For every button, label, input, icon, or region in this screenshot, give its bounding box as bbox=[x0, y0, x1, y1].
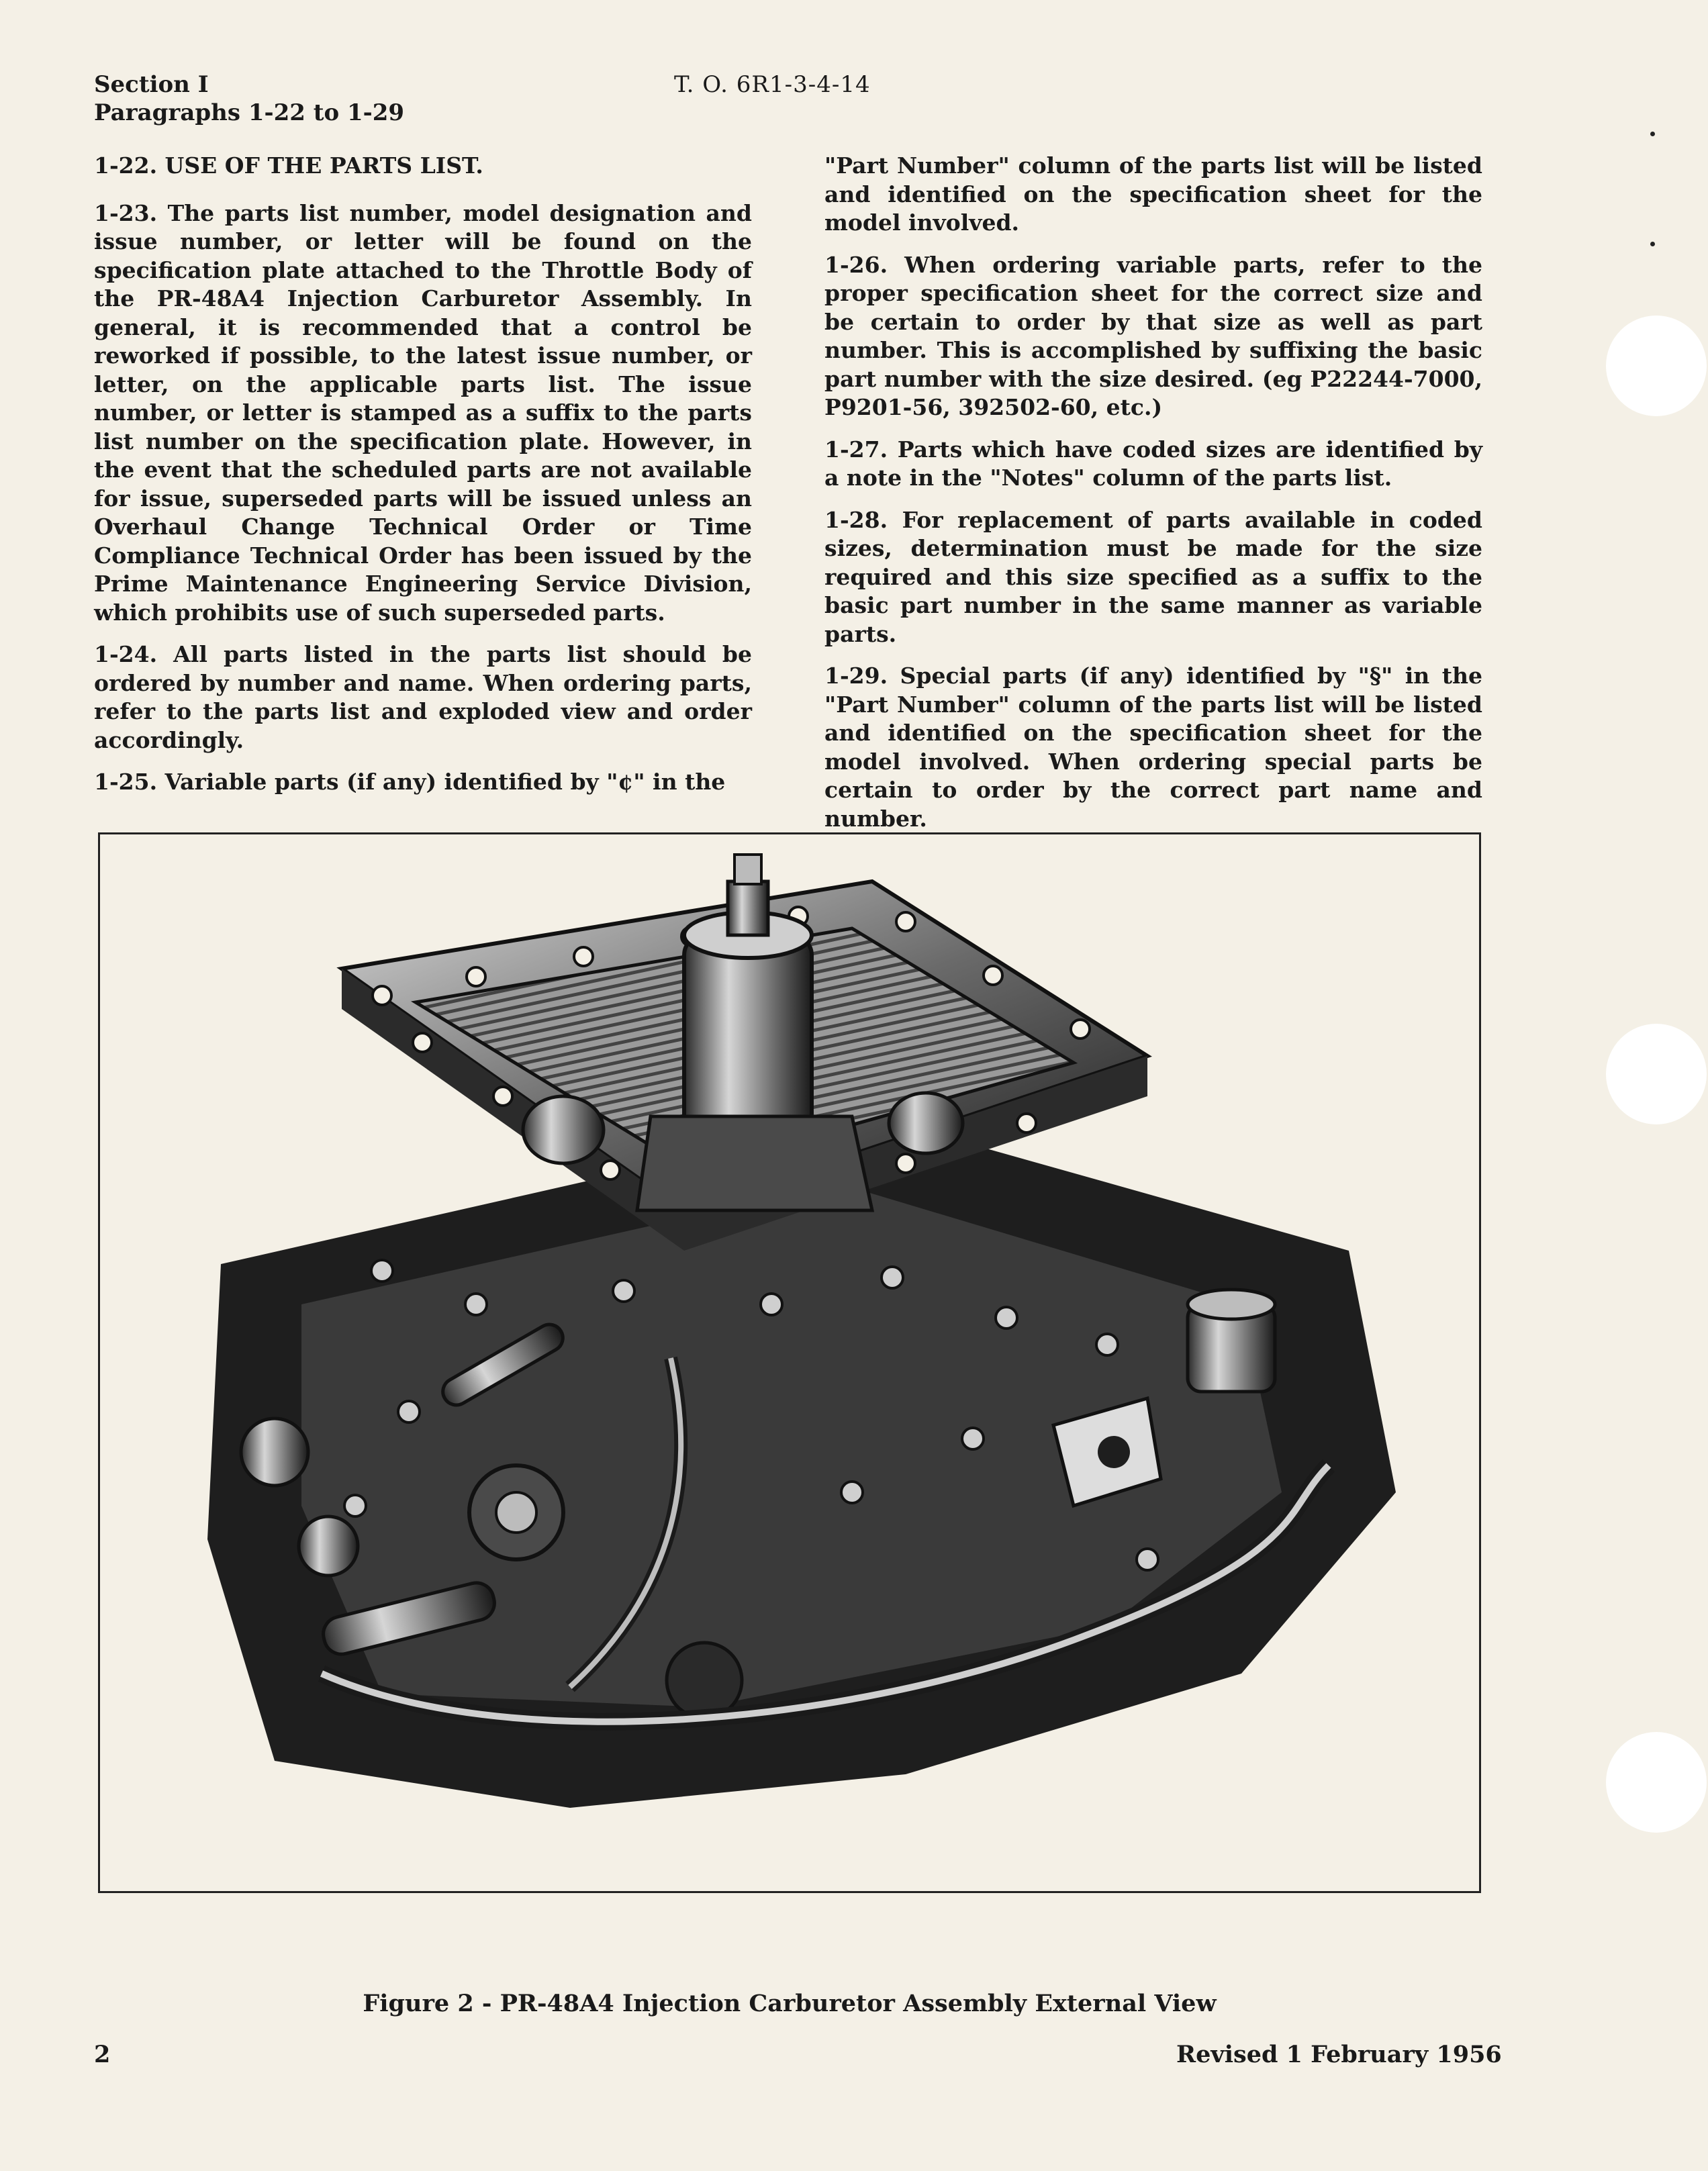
revision-date: Revised 1 February 1956 bbox=[1176, 2041, 1502, 2068]
paragraph-1-27: 1-27. Parts which have coded sizes are identified by a note in the "Notes" column of the parts list. bbox=[824, 436, 1482, 491]
paragraph-1-29: 1-29. Special parts (if any) identified by "§" in the "Part Number" column of the parts list will be listed and identified on the specification sheet for the model involved. When ordering special parts be certain to order by the correct part name and number. bbox=[824, 663, 1482, 832]
right-text-column bbox=[824, 152, 1482, 847]
punch-hole-bottom bbox=[1606, 1732, 1707, 1833]
figure-frame bbox=[98, 832, 1481, 1893]
paragraph-1-25-continued: "Part Number" column of the parts list will be listed and identified on the specification sheet for the model involved. bbox=[824, 152, 1482, 236]
page-mark bbox=[1650, 132, 1655, 136]
paragraph-range: Paragraphs 1-22 to 1-29 bbox=[94, 99, 405, 126]
page-mark bbox=[1650, 242, 1655, 246]
section-label: Section I bbox=[94, 71, 209, 98]
technical-order-number: T. O. 6R1-3-4-14 bbox=[674, 71, 871, 98]
paragraph-1-28: 1-28. For replacement of parts available in coded sizes, determination must be made for the size required and this size specified as a suffix to the basic part number in the same manner as variable parts. bbox=[824, 506, 1482, 647]
paragraph-1-25: 1-25. Variable parts (if any) identified by "¢" in the bbox=[94, 769, 726, 795]
paragraph-heading-1-22: 1-22. USE OF THE PARTS LIST. bbox=[94, 152, 483, 179]
left-text-column bbox=[94, 152, 752, 810]
figure-caption: Figure 2 - PR-48A4 Injection Carburetor Assembly External View bbox=[363, 1990, 1217, 2017]
punch-hole-top bbox=[1606, 316, 1707, 416]
paragraph-1-26: 1-26. When ordering variable parts, refer to the proper specification sheet for the correct size and be certain to order by that size as well as part number. This is accomplished by suffixing the basic part number with the size desired. (eg P22244-7000, P9201-56, 392502-60, etc.) bbox=[824, 251, 1482, 420]
carburetor-illustration bbox=[100, 834, 1479, 1891]
paragraph-1-23: 1-23. The parts list number, model designation and issue number, or letter will be found on the specification plate attached to the Throttle Body of the PR-48A4 Injection Carburetor Assembly. In general, it is recommended that a control be reworked if possible, to the latest issue number, or letter, on the applicable parts list. The issue number, or letter is stamped as a suffix to the parts list number on the specification plate. However, in the event that the scheduled parts are not available for issue, superseded parts will be issued unless an Overhaul Change Technical Order or Time Compliance Technical Order has been issued by the Prime Maintenance Engineering Service Division, which prohibits use of such superseded parts. bbox=[94, 199, 752, 626]
punch-hole-middle bbox=[1606, 1024, 1707, 1124]
paragraph-1-24: 1-24. All parts listed in the parts list should be ordered by number and name. When ordering parts, refer to the parts list and exploded view and order accordingly. bbox=[94, 641, 752, 753]
page-number: 2 bbox=[94, 2041, 111, 2068]
